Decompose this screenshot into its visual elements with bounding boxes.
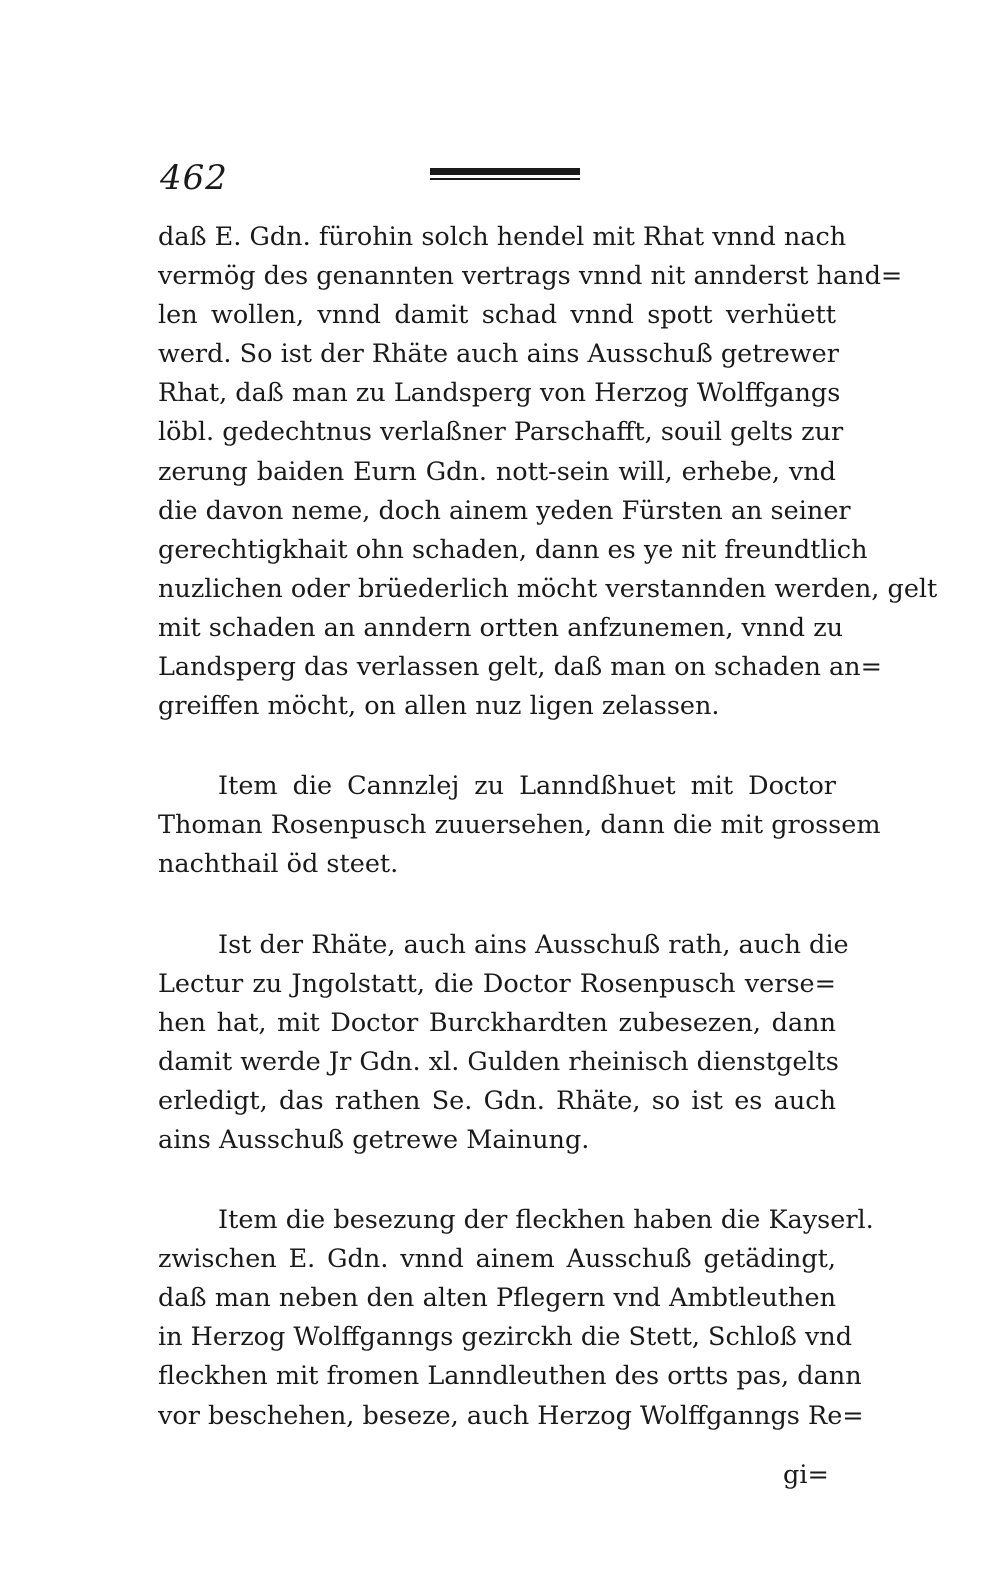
paragraph-4 bbox=[158, 1201, 874, 1436]
text-line: nachthail öd steet. bbox=[158, 849, 399, 880]
page-number: 462 bbox=[160, 158, 228, 198]
text-line: vermög des genannten vertrags vnnd nit annderst hand= bbox=[158, 261, 903, 292]
text-line: Lectur zu Jngolstatt, die Doctor Rosenpusch verse= bbox=[158, 968, 836, 999]
text-line: len wollen, vnnd damit schad vnnd spott verhüett bbox=[158, 300, 836, 331]
text-line: die davon neme, doch ainem yeden Fürsten an seiner bbox=[158, 495, 851, 526]
text-line: löbl. gedechtnus verlaßner Parschafft, souil gelts zur bbox=[158, 417, 844, 448]
text-line: zerung baiden Eurn Gdn. nott-sein will, erhebe, vnd bbox=[158, 456, 836, 487]
text-line: Ist der Rhäte, auch ains Ausschuß rath, auch die bbox=[218, 929, 849, 960]
header-rule bbox=[430, 168, 580, 180]
paragraph-2 bbox=[158, 767, 881, 884]
text-line: damit werde Jr Gdn. xl. Gulden rheinisch dienstgelts bbox=[158, 1046, 839, 1077]
text-line: Item die Cannzlej zu Lanndßhuet mit Doctor bbox=[218, 771, 836, 802]
text-line: werd. So ist der Rhäte auch ains Ausschuß getrewer bbox=[158, 339, 839, 370]
text-line: daß man neben den alten Pflegern vnd Ambtleuthen bbox=[158, 1283, 836, 1314]
text-line: vor beschehen, beseze, auch Herzog Wolffganngs Re= bbox=[158, 1400, 864, 1431]
text-line: greiffen möcht, on allen nuz ligen zelassen. bbox=[158, 691, 720, 722]
text-line: Landsperg das verlassen gelt, daß man on schaden an= bbox=[158, 652, 882, 683]
text-body bbox=[158, 218, 938, 1436]
text-line: Rhat, daß man zu Landsperg von Herzog Wolffgangs bbox=[158, 378, 841, 409]
text-line: zwischen E. Gdn. vnnd ainem Ausschuß getädingt, bbox=[158, 1244, 836, 1275]
text-line: ains Ausschuß getrewe Mainung. bbox=[158, 1124, 590, 1155]
paragraph-3 bbox=[158, 926, 849, 1161]
text-line: Thoman Rosenpusch zuuersehen, dann die mit grossem bbox=[158, 810, 881, 841]
text-line: mit schaden an anndern ortten anfzunemen, vnnd zu bbox=[158, 612, 844, 643]
paragraph-1 bbox=[158, 218, 938, 726]
text-line: hen hat, mit Doctor Burckhardten zubesezen, dann bbox=[158, 1007, 836, 1038]
text-line: Item die besezung der fleckhen haben die Kayserl. bbox=[218, 1205, 874, 1236]
text-line: daß E. Gdn. fürohin solch hendel mit Rhat vnnd nach bbox=[158, 222, 847, 252]
catchword: gi= bbox=[783, 1460, 829, 1490]
text-line: nuzlichen oder brüederlich möcht verstannden werden, gelt bbox=[158, 573, 938, 604]
text-line: erledigt, das rathen Se. Gdn. Rhäte, so ist es auch bbox=[158, 1085, 836, 1116]
text-line: fleckhen mit fromen Lanndleuthen des ortts pas, dann bbox=[158, 1361, 862, 1392]
text-line: in Herzog Wolffganngs gezirckh die Stett, Schloß vnd bbox=[158, 1322, 853, 1353]
text-line: gerechtigkhait ohn schaden, dann es ye nit freundtlich bbox=[158, 534, 868, 565]
